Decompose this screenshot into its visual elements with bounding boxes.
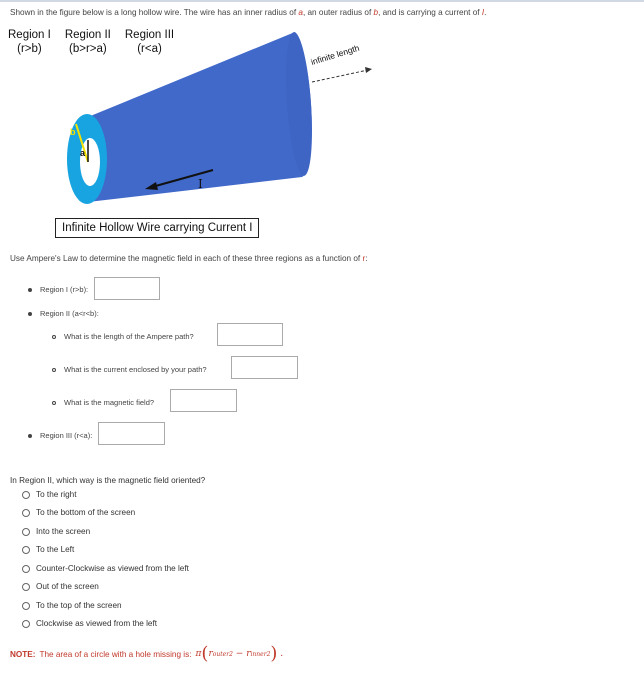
region-3-answer-input[interactable] bbox=[98, 422, 165, 445]
hollow-wire-figure bbox=[0, 22, 420, 247]
var-a: a bbox=[298, 8, 303, 17]
area-formula: π ( r outer 2 − r inner 2 ) . bbox=[195, 643, 284, 664]
radio-button[interactable] bbox=[22, 491, 30, 499]
intro-end: . bbox=[484, 8, 487, 17]
infinite-length-dashes bbox=[312, 70, 368, 82]
bullet-region-1: Region I (r>b): bbox=[28, 285, 88, 294]
region-label-1: Region I (r>b) bbox=[8, 29, 51, 55]
bullet-dot bbox=[28, 434, 32, 438]
bullet-ring bbox=[52, 401, 56, 405]
option-to-the-left[interactable]: To the Left bbox=[22, 545, 74, 554]
option-to-the-right[interactable]: To the right bbox=[22, 490, 77, 499]
current-label: I bbox=[198, 177, 203, 191]
b-label: b bbox=[70, 127, 76, 137]
subbullet-magnetic-field: What is the magnetic field? bbox=[52, 398, 154, 407]
radio-button[interactable] bbox=[22, 546, 30, 554]
intro-mid1: , an outer radius of bbox=[302, 8, 374, 17]
infinite-length-label: infinite length bbox=[309, 42, 361, 67]
radio-button[interactable] bbox=[22, 528, 30, 536]
option-counter-clockwise[interactable]: Counter-Clockwise as viewed from the left bbox=[22, 564, 189, 573]
region-label-2: Region II (b>r>a) bbox=[64, 29, 111, 55]
radio-button[interactable] bbox=[22, 509, 30, 517]
option-clockwise[interactable]: Clockwise as viewed from the left bbox=[22, 619, 157, 628]
current-enclosed-input[interactable] bbox=[231, 356, 298, 379]
var-b: b bbox=[373, 8, 379, 17]
bullet-dot bbox=[28, 288, 32, 292]
orientation-question: In Region II, which way is the magnetic field oriented? bbox=[10, 476, 206, 485]
radio-button[interactable] bbox=[22, 602, 30, 610]
intro-mid2: , and is carrying a current of bbox=[378, 8, 482, 17]
option-bottom-of-screen[interactable]: To the bottom of the screen bbox=[22, 508, 135, 517]
region-1-answer-input[interactable] bbox=[94, 277, 160, 300]
top-divider bbox=[0, 0, 644, 2]
figure-caption: Infinite Hollow Wire carrying Current I bbox=[55, 218, 259, 238]
note-text: The area of a circle with a hole missing is: bbox=[39, 649, 192, 659]
ampere-instruction: Use Ampere's Law to determine the magnetic field in each of these three regions as a function of r: bbox=[10, 254, 368, 263]
bullet-dot bbox=[28, 312, 32, 316]
intro-text bbox=[10, 8, 486, 17]
path-length-input[interactable] bbox=[217, 323, 283, 346]
bullet-region-2: Region II (a<r<b): bbox=[28, 309, 99, 318]
subbullet-current-enclosed: What is the current enclosed by your path? bbox=[52, 365, 207, 374]
note bbox=[10, 645, 283, 663]
option-into-screen[interactable]: Into the screen bbox=[22, 527, 90, 536]
var-r: r bbox=[362, 254, 366, 263]
note-label: NOTE: bbox=[10, 649, 36, 659]
option-top-of-screen[interactable]: To the top of the screen bbox=[22, 601, 122, 610]
bullet-ring bbox=[52, 335, 56, 339]
infinite-length-arrowhead bbox=[365, 67, 372, 73]
radio-button[interactable] bbox=[22, 620, 30, 628]
radio-button[interactable] bbox=[22, 583, 30, 591]
bullet-ring bbox=[52, 368, 56, 372]
wire-drawing bbox=[0, 22, 420, 247]
a-label: a bbox=[80, 148, 86, 158]
var-i: I bbox=[481, 8, 485, 17]
region-label-3: Region III (r<a) bbox=[124, 29, 175, 55]
magnetic-field-input[interactable] bbox=[170, 389, 237, 412]
option-out-of-screen[interactable]: Out of the screen bbox=[22, 582, 99, 591]
subbullet-path-length: What is the length of the Ampere path? bbox=[52, 332, 194, 341]
intro-prefix: Shown in the figure below is a long hollow wire. The wire has an inner radius of bbox=[10, 8, 299, 17]
radio-button[interactable] bbox=[22, 565, 30, 573]
bullet-region-3: Region III (r<a): bbox=[28, 431, 92, 440]
